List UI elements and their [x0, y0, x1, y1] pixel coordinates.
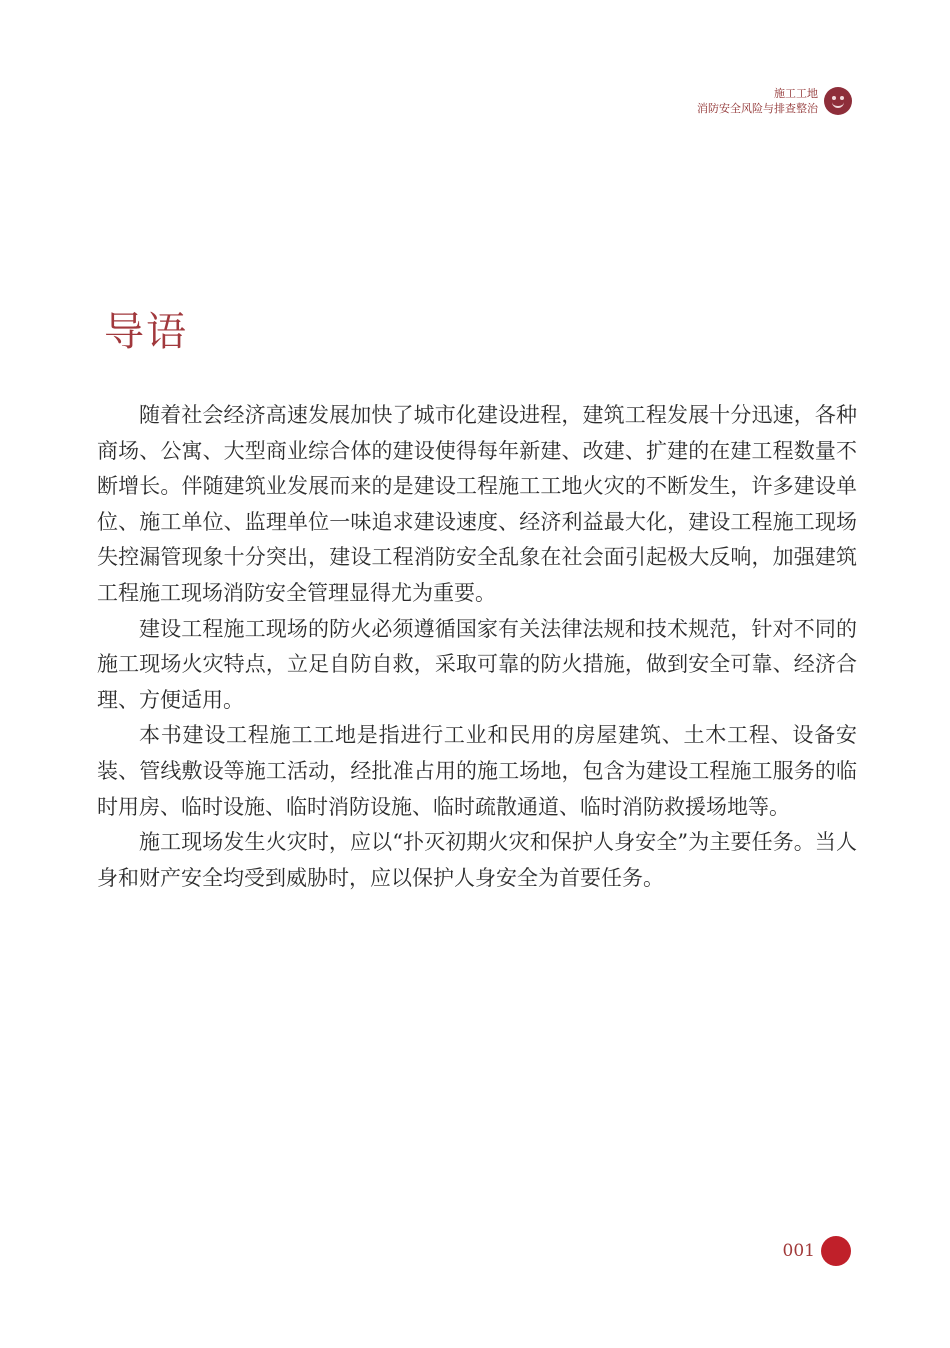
page-dot-icon [821, 1236, 851, 1266]
logo-mouth [832, 102, 844, 108]
body-text [97, 398, 857, 896]
paragraph-1: 随着社会经济高速发展加快了城市化建设进程，建筑工程发展十分迅速，各种商场、公寓、大型商业综合体的建设使得每年新建、改建、扩建的在建工程数量不断增长。伴随建筑业发展而来的是建设工程施工工地火灾的不断发生，许多建设单位、施工单位、监理单位一味追求建设速度、经济利益最大化，建设工程施工现场失控漏管现象十分突出，建设工程消防安全乱象在社会面引起极大反响，加强建筑工程施工现场消防安全管理显得尤为重要。 [97, 403, 857, 605]
page-title: 导语 [104, 309, 188, 355]
page-footer [783, 1236, 851, 1266]
logo-eye-right [840, 96, 844, 100]
paragraph-2: 建设工程施工现场的防火必须遵循国家有关法律法规和技术规范，针对不同的施工现场火灾特点，立足自防自救，采取可靠的防火措施，做到安全可靠、经济合理、方便适用。 [97, 616, 857, 712]
running-header-text [697, 86, 818, 116]
paragraph-3: 本书建设工程施工工地是指进行工业和民用的房屋建筑、土木工程、设备安装、管线敷设等施工活动，经批准占用的施工场地，包含为建设工程施工服务的临时用房、临时设施、临时消防设施、临时疏散通道、临时消防救援场地等。 [97, 723, 857, 819]
running-header [697, 86, 852, 116]
header-line-1: 施工工地 [774, 87, 818, 100]
page-number: 001 [782, 1241, 815, 1261]
logo-eye-left [832, 96, 836, 100]
header-line-2: 消防安全风险与排查整治 [697, 102, 818, 115]
smiley-face-icon [824, 87, 852, 115]
paragraph-4: 施工现场发生火灾时，应以“扑灭初期火灾和保护人身安全”为主要任务。当人身和财产安全均受到威胁时，应以保护人身安全为首要任务。 [97, 830, 857, 890]
